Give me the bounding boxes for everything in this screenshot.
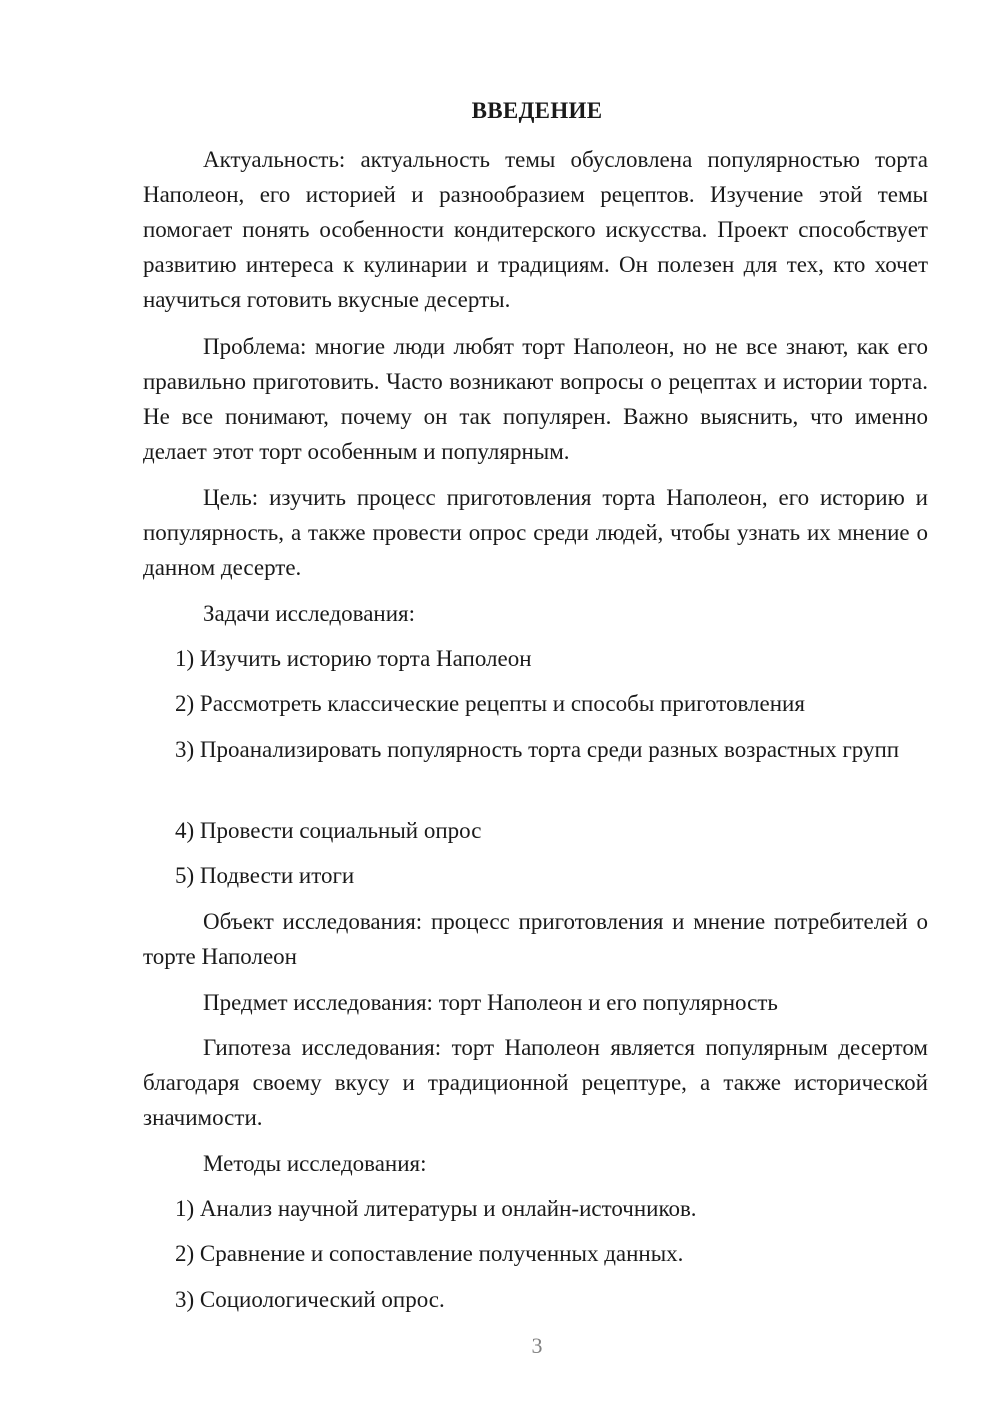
hypothesis-paragraph: Гипотеза исследования: торт Наполеон является популярным десертом благодаря своему вкусу и традиционной рецептуре, а также исторической значимости. bbox=[143, 1035, 928, 1130]
method-item-1: 1) Анализ научной литературы и онлайн-источников. bbox=[175, 1196, 697, 1221]
page-number: 3 bbox=[531, 1333, 543, 1358]
relevance-paragraph: Актуальность: актуальность темы обусловлена популярностью торта Наполеон, его историей и разнообразием рецептов. Изучение этой темы помогает понять особенности кондитерского искусства. Проект способствует развитию интереса к кулинарии и традициям. Он полезен для тех, кто хочет научиться готовить вкусные десерты. bbox=[143, 147, 928, 312]
subject-paragraph: Предмет исследования: торт Наполеон и его популярность bbox=[203, 990, 778, 1015]
section-heading: ВВЕДЕНИЕ bbox=[471, 98, 603, 123]
method-item-3: 3) Социологический опрос. bbox=[175, 1287, 445, 1312]
problem-paragraph: Проблема: многие люди любят торт Наполеон, но не все знают, как его правильно приготовить. Часто возникают вопросы о рецептах и истории торта. Не все понимают, почему он так популярен. Важно выяснить, что именно делает этот торт особенным и популярным. bbox=[143, 334, 928, 464]
task-item-4: 4) Провести социальный опрос bbox=[175, 818, 482, 843]
method-item-2: 2) Сравнение и сопоставление полученных данных. bbox=[175, 1241, 684, 1266]
task-item-5: 5) Подвести итоги bbox=[175, 863, 355, 888]
task-item-1: 1) Изучить историю торта Наполеон bbox=[175, 646, 532, 671]
task-item-2: 2) Рассмотреть классические рецепты и способы приготовления bbox=[175, 691, 805, 716]
task-item-3: 3) Проанализировать популярность торта среди разных возрастных групп bbox=[175, 737, 900, 762]
goal-paragraph: Цель: изучить процесс приготовления торта Наполеон, его историю и популярность, а также провести опрос среди людей, чтобы узнать их мнение о данном десерте. bbox=[143, 485, 928, 580]
methods-title: Методы исследования: bbox=[203, 1151, 427, 1176]
object-paragraph: Объект исследования: процесс приготовления и мнение потребителей о торте Наполеон bbox=[143, 909, 928, 969]
tasks-title: Задачи исследования: bbox=[203, 601, 416, 626]
